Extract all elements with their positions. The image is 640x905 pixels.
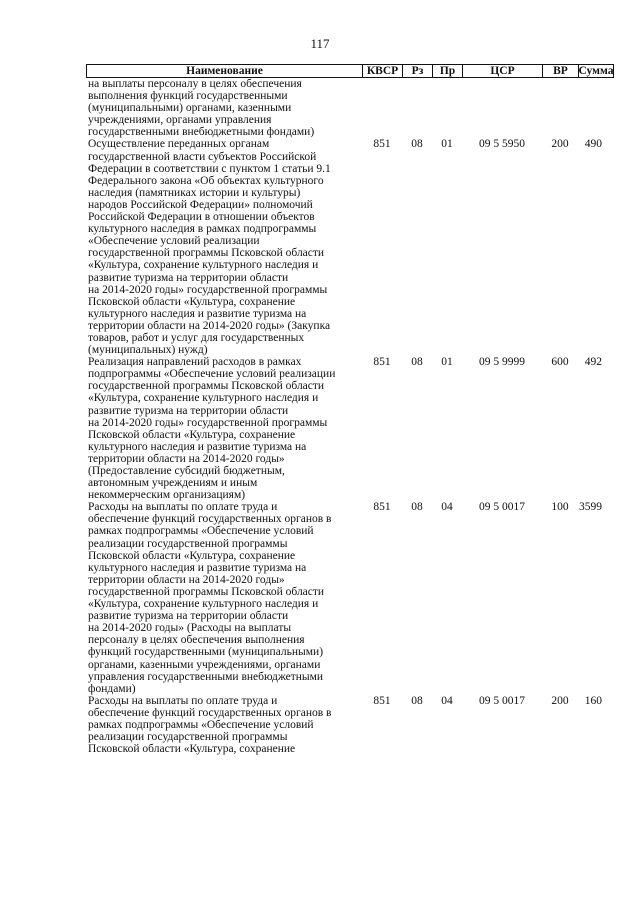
row-name-line: Федерации в соответствии с пунктом 1 статьи 9.1: [88, 162, 331, 175]
row-name-line: территории области на 2014-2020 годы» (Закупка: [88, 319, 331, 332]
row-rz: 08: [411, 501, 423, 514]
row-name-line: реализации государственной программы: [88, 537, 288, 550]
row-sum: 3599: [579, 501, 602, 514]
row-name-line: государственной программы Псковской области: [88, 585, 325, 598]
row-name-line: Псковской области «Культура, сохранение: [88, 295, 296, 308]
row-name: [86, 501, 362, 695]
row-name-line: Псковской области «Культура, сохранение: [88, 743, 296, 756]
row-name: [86, 356, 362, 501]
row-rz: [402, 78, 432, 138]
row-name-line: учреждениями, органами управления: [88, 114, 272, 127]
page-number: 117: [310, 36, 330, 51]
header-vr: ВР: [543, 65, 579, 77]
row-name-line: на 2014-2020 годы» (Расходы на выплаты: [88, 622, 292, 635]
row-vr: 200: [551, 138, 569, 151]
row-name-line: государственной власти субъектов Российской: [88, 150, 317, 163]
row-sum: 492: [584, 356, 602, 369]
row-name-line: Осуществление переданных органам: [88, 138, 270, 151]
header-name: Наименование: [87, 65, 363, 77]
row-csr: [462, 78, 542, 138]
row-name-line: территории области на 2014-2020 годы»: [88, 452, 285, 465]
row-csr: 09 5 0017: [479, 694, 525, 707]
table-header: [86, 64, 614, 78]
row-name-line: органами, казенными учреждениями, органами: [88, 658, 321, 671]
row-vr: 100: [551, 501, 569, 514]
row-name-line: Расходы на выплаты по оплате труда и: [88, 501, 278, 514]
row-name: [86, 78, 362, 138]
row-vr: 200: [551, 694, 569, 707]
row-name-line: Псковской области «Культура, сохранение: [88, 428, 296, 441]
row-name-line: культурного наследия и развитие туризма на: [88, 307, 307, 320]
row-name-line: на 2014-2020 годы» государственной программы: [88, 416, 328, 429]
row-name-line: «Культура, сохранение культурного наследия и: [88, 598, 319, 611]
row-kvsr: 851: [373, 138, 391, 151]
row-name-line: Российской Федерации в отношении объектов: [88, 211, 315, 224]
row-name-line: персоналу в целях обеспечения выполнения: [88, 634, 305, 647]
header-sum: Сумма: [579, 65, 613, 77]
row-name-line: подпрограммы «Обеспечение условий реализации: [88, 368, 336, 381]
row-name-line: Реализация направлений расходов в рамках: [88, 356, 302, 369]
row-sum: [578, 78, 614, 138]
row-csr: 09 5 5950: [479, 138, 525, 151]
row-name-line: фондами): [88, 682, 136, 695]
row-name-line: государственной программы Псковской области: [88, 380, 325, 393]
row-name-line: (Предоставление субсидий бюджетным,: [88, 465, 285, 477]
table-row: [86, 501, 614, 695]
row-kvsr: 851: [373, 694, 391, 707]
row-name-line: развитие туризма на территории области: [88, 610, 289, 623]
header-pr: Пр: [433, 65, 463, 77]
row-vr: [542, 78, 578, 138]
row-name-line: некоммерческим организациям): [88, 489, 246, 502]
row-rz: 08: [411, 694, 423, 707]
row-vr: 600: [551, 356, 569, 369]
row-name-line: «Обеспечение условий реализации: [88, 235, 260, 248]
row-name-line: Расходы на выплаты по оплате труда и: [88, 694, 278, 707]
table-row: [86, 78, 614, 138]
row-pr: 04: [441, 501, 453, 514]
row-pr: 01: [441, 356, 453, 369]
row-name-line: реализации государственной программы: [88, 731, 288, 744]
row-name-line: управления государственными внебюджетными: [88, 670, 324, 683]
row-pr: 01: [441, 138, 453, 151]
row-name-line: наследия (памятниках истории и культуры): [88, 186, 301, 199]
row-pr: 04: [441, 694, 453, 707]
row-name-line: обеспечение функций государственных органов в: [88, 513, 332, 526]
row-name-line: на 2014-2020 годы» государственной программы: [88, 283, 328, 296]
row-name-line: на выплаты персоналу в целях обеспечения: [88, 78, 302, 90]
row-name-line: автономным учреждениям и иным: [88, 477, 258, 490]
row-name-line: государственной программы Псковской области: [88, 247, 325, 260]
row-name-line: Федерального закона «Об объектах культурного: [88, 174, 324, 187]
row-name-line: развитие туризма на территории области: [88, 404, 289, 417]
row-kvsr: [362, 78, 402, 138]
row-sum: 160: [584, 694, 602, 707]
row-pr: [432, 78, 462, 138]
row-csr: 09 5 9999: [479, 356, 525, 369]
row-name-line: рамках подпрограммы «Обеспечение условий: [88, 525, 314, 538]
row-name-line: народов Российской Федерации» полномочий: [88, 198, 313, 211]
row-name-line: культурного наследия в рамках подпрограммы: [88, 223, 317, 236]
row-name-line: товаров, работ и услуг для государственных: [88, 331, 305, 344]
header-rz: Рз: [403, 65, 433, 77]
row-name-line: культурного наследия и развитие туризма на: [88, 561, 307, 574]
table-row: [86, 356, 614, 501]
row-name-line: функций государственными (муниципальными): [88, 646, 324, 659]
table-body: [86, 78, 614, 755]
row-kvsr: 851: [373, 501, 391, 514]
row-name-line: (муниципальных) нужд): [88, 344, 208, 357]
table-row: [86, 138, 614, 356]
row-name: [86, 695, 362, 755]
row-name-line: (муниципальными) органами, казенными: [88, 102, 292, 115]
table-row: [86, 695, 614, 755]
row-name-line: рамках подпрограммы «Обеспечение условий: [88, 718, 314, 731]
row-rz: 08: [411, 356, 423, 369]
row-name-line: государственными внебюджетными фондами): [88, 126, 315, 139]
row-csr: 09 5 0017: [479, 501, 525, 514]
row-name-line: развитие туризма на территории области: [88, 271, 289, 284]
row-name-line: «Культура, сохранение культурного наследия и: [88, 392, 319, 405]
header-csr: ЦСР: [463, 65, 543, 77]
row-sum: 490: [584, 138, 602, 151]
row-name-line: Псковской области «Культура, сохранение: [88, 549, 296, 562]
row-name-line: обеспечение функций государственных органов в: [88, 706, 332, 719]
header-kvsr: КВСР: [363, 65, 403, 77]
row-name-line: культурного наследия и развитие туризма на: [88, 440, 307, 453]
row-name: [86, 138, 362, 356]
row-name-line: выполнения функций государственными: [88, 90, 288, 103]
row-kvsr: 851: [373, 356, 391, 369]
row-rz: 08: [411, 138, 423, 151]
row-name-line: «Культура, сохранение культурного наследия и: [88, 259, 319, 272]
row-name-line: территории области на 2014-2020 годы»: [88, 573, 285, 586]
